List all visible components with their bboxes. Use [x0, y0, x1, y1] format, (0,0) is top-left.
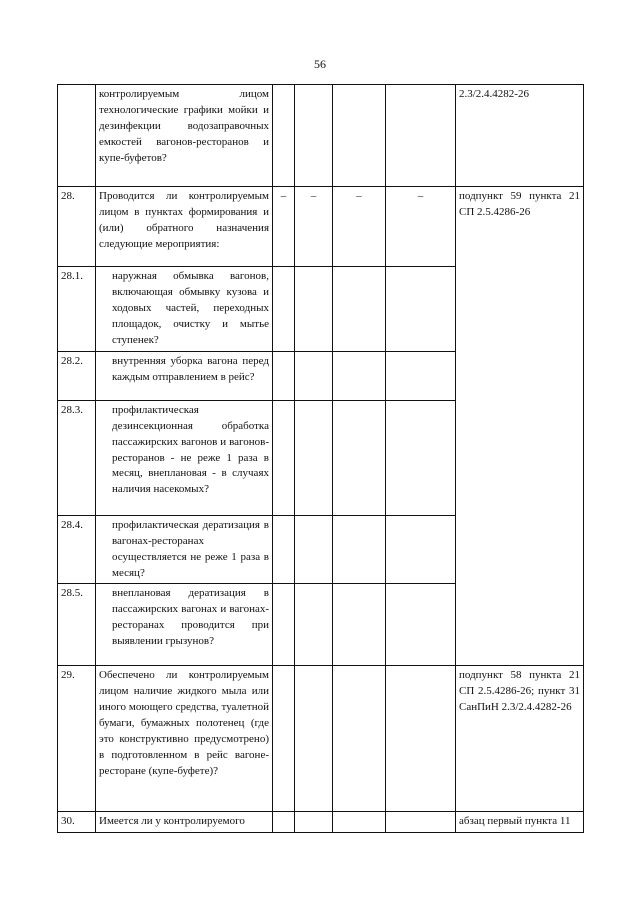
answer-cell-note — [386, 400, 456, 515]
checklist-table — [57, 84, 584, 833]
row-question: Проводится ли контролируемым лицом в пунктах формирования и (или) обратного назначения следующие мероприятия: — [96, 187, 273, 267]
answer-cell-no — [295, 267, 333, 352]
answer-cell-no — [295, 85, 333, 187]
answer-cell-no — [295, 584, 333, 666]
answer-cell-note: – — [386, 187, 456, 267]
answer-cell-na — [333, 515, 386, 584]
row-question: наружная обмывка вагонов, включающая обмывку кузова и ходовых частей, переходных площадок, очистку и мытье ступенек? — [96, 267, 273, 352]
row-number: 30. — [58, 812, 96, 833]
row-number: 28.2. — [58, 351, 96, 400]
answer-cell-note — [386, 666, 456, 812]
answer-cell-na — [333, 351, 386, 400]
row-question: профилактическая дезинсекционная обработка пассажирских вагонов и вагонов-ресторанов - не реже 1 раза в месяц, внеплановая - в случаях наличия насекомых? — [96, 400, 273, 515]
row-reference: подпункт 59 пункта 21 СП 2.5.4286-26 — [456, 187, 584, 666]
answer-cell-no — [295, 515, 333, 584]
answer-cell-no — [295, 400, 333, 515]
answer-cell-no — [295, 351, 333, 400]
row-number: 28.3. — [58, 400, 96, 515]
answer-cell-no — [295, 812, 333, 833]
row-question: Имеется ли у контролируемого — [96, 812, 273, 833]
answer-cell-na — [333, 584, 386, 666]
answer-cell-note — [386, 267, 456, 352]
row-number: 28.5. — [58, 584, 96, 666]
row-number: 28.1. — [58, 267, 96, 352]
answer-cell-note — [386, 85, 456, 187]
answer-cell-yes — [273, 267, 295, 352]
row-number: 28. — [58, 187, 96, 267]
answer-cell-no — [295, 666, 333, 812]
answer-cell-yes — [273, 812, 295, 833]
answer-cell-yes — [273, 666, 295, 812]
table-row — [58, 812, 584, 833]
row-number: 29. — [58, 666, 96, 812]
answer-cell-note — [386, 515, 456, 584]
answer-cell-yes — [273, 515, 295, 584]
table-row — [58, 187, 584, 267]
page-number: 56 — [314, 57, 326, 71]
answer-cell-na — [333, 267, 386, 352]
answer-cell-na — [333, 85, 386, 187]
row-question: внутренняя уборка вагона перед каждым отправлением в рейс? — [96, 351, 273, 400]
row-question: внеплановая дератизация в пассажирских вагонах и вагонах-ресторанах проводится при выявлении грызунов? — [96, 584, 273, 666]
answer-cell-yes — [273, 584, 295, 666]
answer-cell-na — [333, 400, 386, 515]
row-question: Обеспечено ли контролируемым лицом наличие жидкого мыла или иного моющего средства, туалетной бумаги, бумажных полотенец (где это конструктивно предусмотрено) в подготовленном в рейс вагоне-ресторане (купе-буфете)? — [96, 666, 273, 812]
row-number — [58, 85, 96, 187]
answer-cell-yes — [273, 400, 295, 515]
answer-cell-yes — [273, 351, 295, 400]
answer-cell-yes — [273, 85, 295, 187]
row-question: профилактическая дератизация в вагонах-ресторанах осуществляется не реже 1 раза в месяц? — [96, 515, 273, 584]
row-reference: подпункт 58 пункта 21 СП 2.5.4286-26; пункт 31 СанПиН 2.3/2.4.4282-26 — [456, 666, 584, 812]
row-question: контролируемым лицом технологические графики мойки и дезинфекции водозаправочных емкостей вагонов-ресторанов и купе-буфетов? — [96, 85, 273, 187]
answer-cell-na: – — [333, 187, 386, 267]
answer-cell-note — [386, 584, 456, 666]
answer-cell-yes: – — [273, 187, 295, 267]
answer-cell-note — [386, 812, 456, 833]
row-number: 28.4. — [58, 515, 96, 584]
answer-cell-note — [386, 351, 456, 400]
answer-cell-na — [333, 812, 386, 833]
table-row — [58, 85, 584, 187]
answer-cell-no: – — [295, 187, 333, 267]
table-row — [58, 666, 584, 812]
answer-cell-na — [333, 666, 386, 812]
row-reference: абзац первый пункта 11 — [456, 812, 584, 833]
row-reference: 2.3/2.4.4282-26 — [456, 85, 584, 187]
